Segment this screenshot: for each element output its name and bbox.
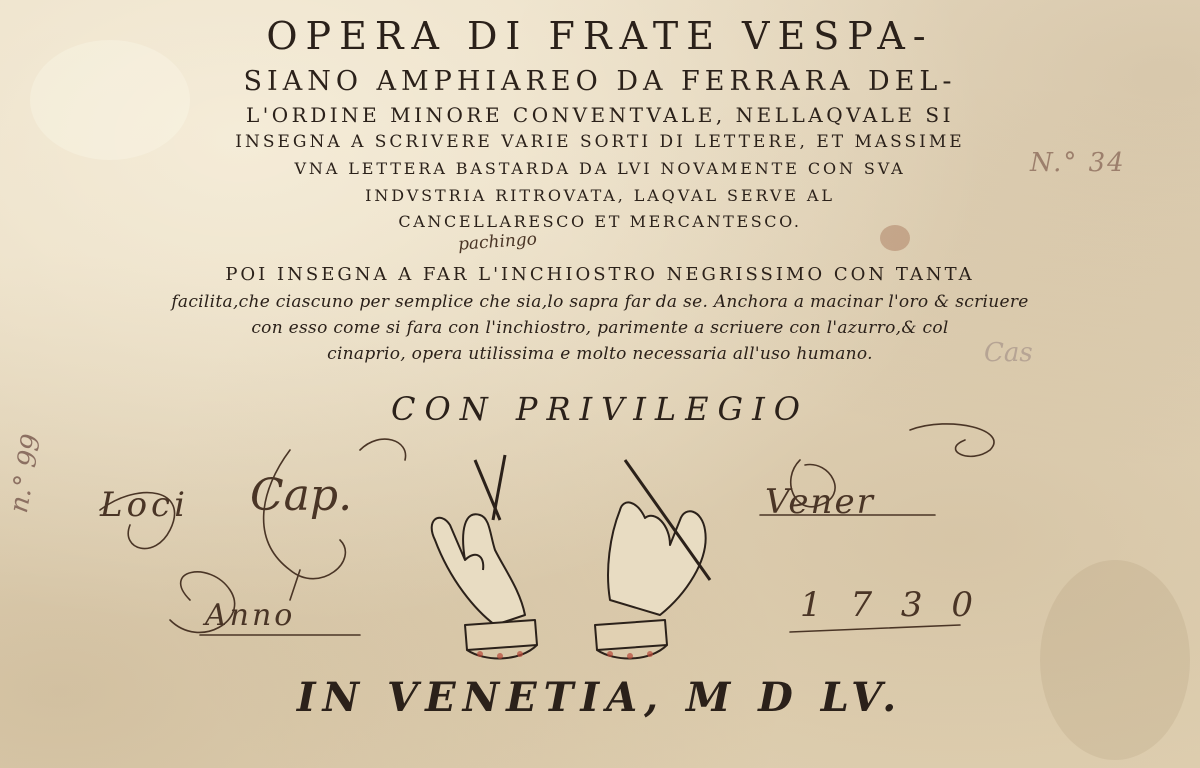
body-line-italic-1: facilita,che ciascuno per semplice che sia,lo sapra far da se. Anchora a macinar l'oro & scriuere — [171, 292, 1029, 312]
handwritten-word-vener: Vener — [765, 482, 875, 522]
handwritten-margin-right: Cas — [984, 338, 1033, 368]
title-line-4: INSEGNA A SCRIVERE VARIE SORTI DI LETTERE, ET MASSIME — [235, 132, 965, 152]
handwritten-margin-left: n.° 99 — [4, 431, 48, 516]
handwritten-annotation-above: pachingo — [457, 229, 538, 255]
title-line-5: VNA LETTERA BASTARDA DA LVI NOVAMENTE CON SVA — [294, 159, 906, 178]
handwritten-word-anno: Anno — [205, 598, 296, 633]
title-line-3: L'ORDINE MINORE CONVENTVALE, NELLAQVALE SI — [246, 103, 954, 127]
title-line-2: SIANO AMPHIAREO DA FERRARA DEL- — [243, 66, 957, 97]
body-line-roman: POI INSEGNA A FAR L'INCHIOSTRO NEGRISSIMO CON TANTA — [225, 264, 975, 285]
handwritten-number-top-right: N.° 34 — [1030, 148, 1126, 178]
left-hand-icon — [432, 514, 525, 625]
title-line-6: INDVSTRIA RITROVATA, LAQVAL SERVE AL — [365, 186, 835, 205]
printers-device-hands-icon — [405, 440, 735, 670]
title-line-7: CANCELLARESCO ET MERCANTESCO. — [398, 212, 802, 231]
privilege-line: CON PRIVILEGIO — [391, 390, 809, 428]
imprint-line: IN VENETIA, M D LV. — [296, 674, 904, 721]
body-line-italic-2: con esso come si fara con l'inchiostro, parimente a scriuere con l'azurro,& col — [251, 318, 949, 338]
right-hand-icon — [608, 502, 706, 615]
handwritten-capital: Cap. — [250, 470, 353, 521]
handwritten-word-loci: Loci — [100, 485, 189, 525]
handwritten-year: 1 7 3 0 — [800, 585, 982, 625]
title-line-1: OPERA DI FRATE VESPA- — [266, 14, 934, 58]
body-line-italic-3: cinaprio, opera utilissima e molto necessaria all'uso humano. — [327, 344, 873, 364]
